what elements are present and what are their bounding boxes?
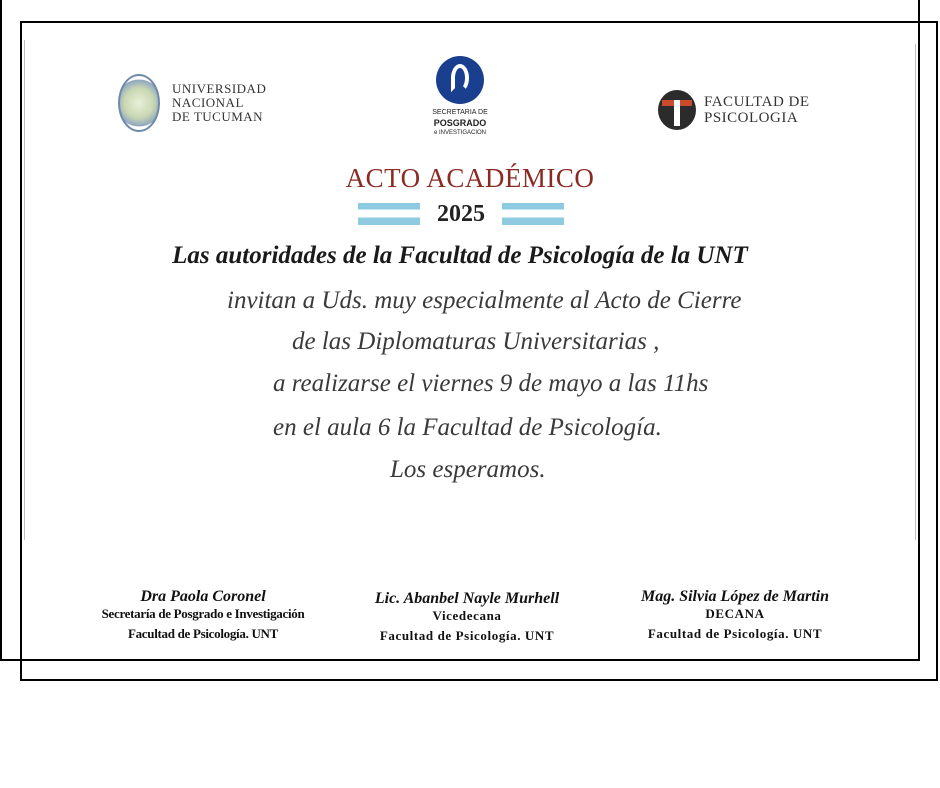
signer-role: Vicedecana — [432, 608, 502, 623]
secretaria-emblem-icon — [436, 56, 484, 104]
flag-stripes — [358, 203, 420, 225]
secretaria-line: SECRETARIA DE — [432, 109, 488, 116]
facultad-logo — [658, 90, 810, 130]
facultad-logo-text — [704, 94, 810, 126]
secretaria-line: POSGRADO — [433, 118, 487, 128]
signature-block — [80, 588, 326, 642]
year-row — [358, 200, 564, 228]
facultad-line: PSICOLOGIA — [704, 110, 799, 126]
invitation-line: en el aula 6 la Facultad de Psicología. — [273, 414, 662, 441]
event-title: ACTO ACADÉMICO — [345, 163, 595, 193]
unt-line: DE TUCUMAN — [172, 109, 264, 124]
invitation-line: Los esperamos. — [390, 456, 546, 483]
signature-block — [622, 588, 848, 642]
card-edge — [915, 44, 916, 540]
signer-name: Lic. Abanbel Nayle Murhell — [374, 590, 560, 607]
signer-name: Mag. Silvia López de Martin — [640, 588, 829, 605]
invitation-headline: Las autoridades de la Facultad de Psicología de la UNT — [172, 242, 748, 269]
signature-block — [352, 590, 582, 644]
unt-seal-icon — [118, 74, 160, 132]
facultad-line: FACULTAD DE — [704, 94, 810, 110]
unt-logo — [118, 74, 266, 132]
secretaria-logo — [420, 56, 500, 138]
secretaria-line: e INVESTIGACION — [433, 130, 486, 136]
signer-role: Secretaría de Posgrado e Investigación — [101, 606, 305, 621]
signer-name: Dra Paola Coronel — [140, 588, 266, 605]
event-year: 2025 — [437, 200, 485, 227]
invitation-line: invitan a Uds. muy especialmente al Acto de Cierre — [227, 287, 742, 314]
unt-line: UNIVERSIDAD — [172, 81, 267, 96]
invitation-line: a realizarse el viernes 9 de mayo a las 11hs — [273, 370, 709, 397]
invitation-line: de las Diplomaturas Universitarias , — [292, 328, 660, 355]
signer-org: Facultad de Psicología. UNT — [647, 626, 823, 641]
unt-logo-text — [172, 82, 266, 124]
card-edge — [24, 40, 25, 540]
signer-org: Facultad de Psicología. UNT — [127, 626, 279, 641]
unt-line: NACIONAL — [172, 95, 244, 110]
flag-stripes — [502, 203, 564, 225]
signer-org: Facultad de Psicología. UNT — [379, 628, 555, 643]
signer-role: DECANA — [705, 606, 765, 621]
psi-emblem-icon — [658, 90, 696, 130]
